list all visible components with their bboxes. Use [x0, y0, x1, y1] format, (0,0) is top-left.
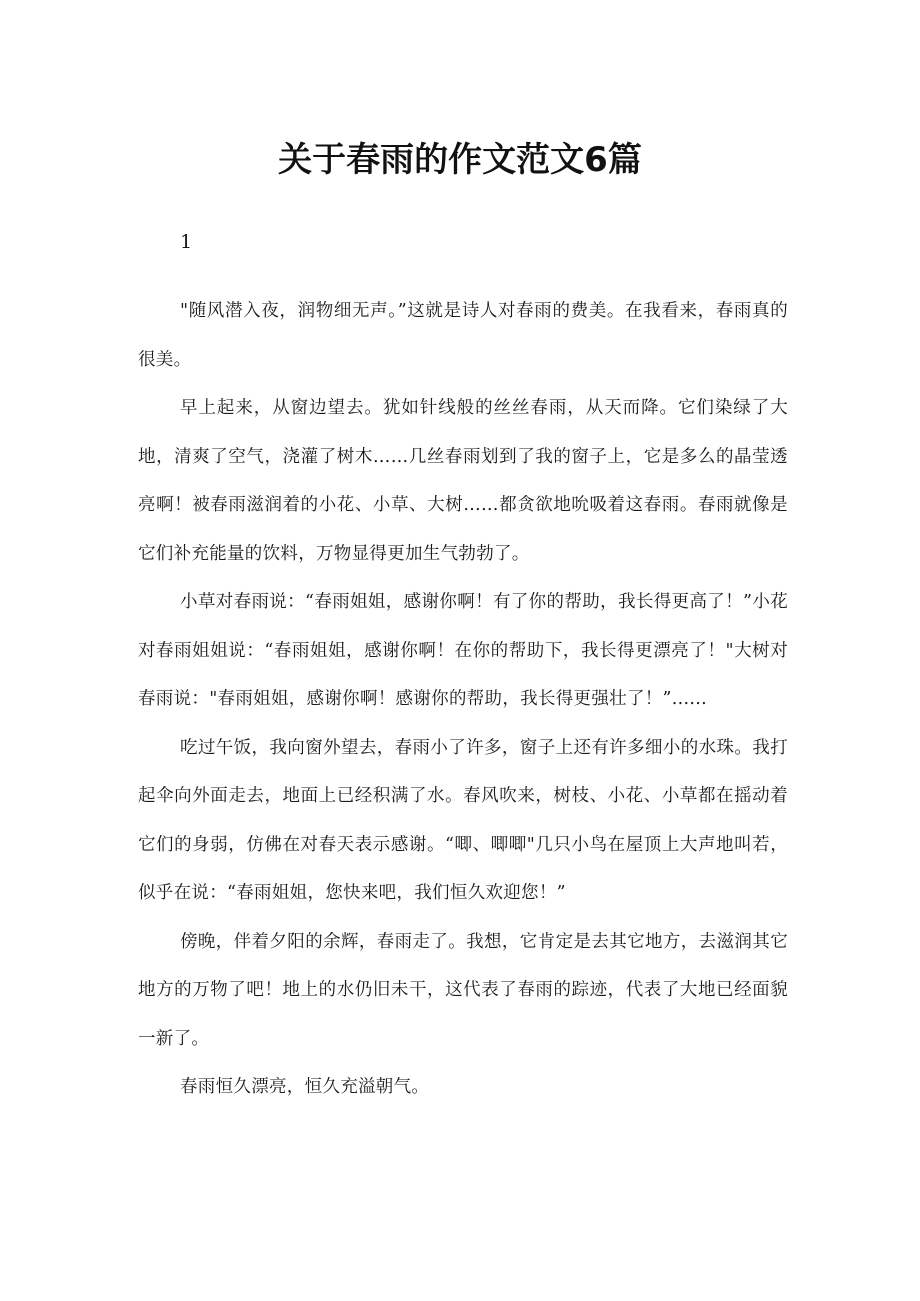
paragraph: 吃过午饭，我向窗外望去，春雨小了许多，窗子上还有许多细小的水珠。我打起伞向外面走去，地面上已经积满了水。春风吹来，树枝、小花、小草都在摇动着它们的身弱，仿佛在对春天表示感谢。“唧、唧唧"几只小鸟在屋顶上大声地叫若，似乎在说：“春雨姐姐，您快来吧，我们恒久欢迎您！” [138, 737, 788, 903]
essay-body [138, 287, 788, 1112]
paragraph: "随风潜入夜，润物细无声。”这就是诗人对春雨的费美。在我看来，春雨真的很美。 [138, 301, 788, 370]
paragraph: 小草对春雨说：“春雨姐姐，感谢你啊！有了你的帮助，我长得更高了！”小花对春雨姐姐说：“春雨姐姐，感谢你啊！在你的帮助下，我长得更漂亮了！"大树对春雨说："春雨姐姐，感谢你啊！感谢你的帮助，我长得更强壮了！”...... [138, 592, 788, 709]
paragraph: 春雨恒久漂亮，恒久充溢朝气。 [180, 1077, 430, 1097]
paragraph: 傍晚，伴着夕阳的余辉，春雨走了。我想，它肯定是去其它地方，去滋润其它地方的万物了吧！地上的水仍旧未干，这代表了春雨的踪迹，代表了大地已经面貌一新了。 [138, 931, 788, 1049]
paragraph: 早上起来，从窗边望去。犹如针线般的丝丝春雨，从天而降。它们染绿了大地，清爽了空气，浇灌了树木……几丝春雨划到了我的窗子上，它是多么的晶莹透亮啊！被春雨滋润着的小花、小草、大树……都贪欲地吮吸着这春雨。春雨就像是它们补充能量的饮料，万物显得更加生气勃勃了。 [138, 398, 788, 564]
section-number: 1 [180, 231, 193, 253]
document-title: 关于春雨的作文范文6篇 [278, 140, 642, 180]
